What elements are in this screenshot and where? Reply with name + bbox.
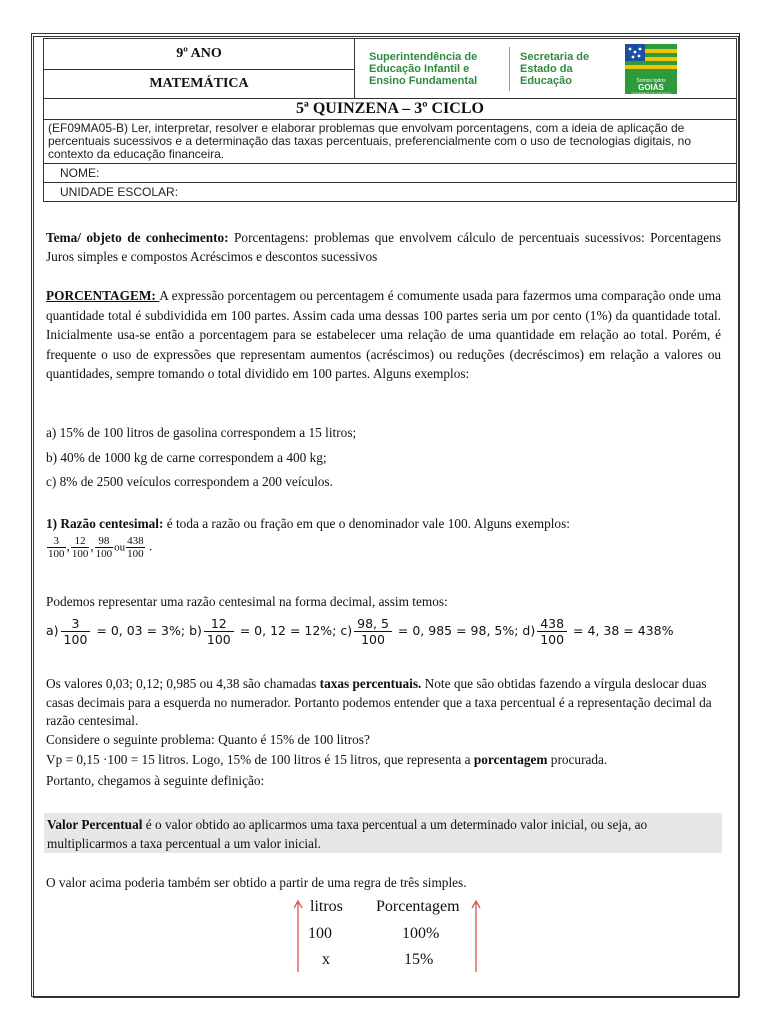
rule-cell: 15% (404, 951, 434, 968)
cycle-title: 5ª QUINZENA – 3º CICLO (44, 99, 737, 120)
logo-divider (509, 47, 510, 91)
fraction: $\frac{438}{100}$ (537, 616, 567, 647)
header-table (43, 38, 737, 202)
fraction: $\frac{98}{100}$ (95, 534, 113, 560)
fraction: $\frac{3}{100}$ (61, 616, 91, 647)
razao-fractions: $\frac{3}{100}$ , $\frac{12}{100}$ , $\frac{98}{100}$ ou $\frac{438}{100}$ . (48, 534, 153, 560)
rule-cell: 100% (402, 925, 440, 942)
razao-label: 1) Razão centesimal: (46, 516, 164, 531)
goias-sub: GOVERNO DO ESTADO (631, 91, 671, 96)
rule-cell: 100 (308, 925, 332, 942)
example-item: c) 8% de 2500 veículos correspondem a 200 veículos. (46, 474, 333, 489)
rule-header-porcentagem: Porcentagem (376, 898, 460, 915)
fraction: $\frac{3}{100}$ (48, 534, 65, 560)
decimal-equations: a) $\frac{3}{100}$ = 0, 03 = 3%; b) $\frac{12}{100}$ = 0, 12 = 12%; c) $\frac{98, 5}{100}$ = 0, 985 = 98, 5%; d) $\frac{438}{100}$ = 4, 38 = 438% (46, 615, 674, 647)
grade-cell: 9º ANO (44, 39, 355, 70)
fraction: $\frac{12}{100}$ (204, 616, 234, 647)
porcentagem-block (46, 286, 721, 384)
rule-intro: O valor acima poderia também ser obtido a partir de uma regra de três simples. (46, 875, 467, 890)
razao-paragraph (46, 514, 721, 534)
logos-cell (355, 39, 737, 99)
taxas-block (46, 675, 721, 790)
definition-intro: Portanto, chegamos à seguinte definição: (46, 772, 265, 788)
goias-tagline: Somos todos (636, 77, 666, 84)
fraction: $\frac{438}{100}$ (127, 534, 144, 560)
logo-superintendencia: Superintendência de Educação Infantil e Ensino Fundamental (369, 50, 478, 87)
porcentagem-text: A expressão porcentagem ou percentagem é comumente usada para fazermos uma comparação onde uma quantidade total é subdividida em 100 partes. Assim cada uma dessas 100 partes seria um por cento (1%) da quantidade total. Inicialmente usa-se então a porcentagem para se estabelecer uma relação de uma quantidade em relação ao total. Porém, é frequente o uso de expressões que representam aumentos (acréscimos) ou reduções (decréscimos) em relação a valores ou quantidades, sempre tomando o total dividido em 100 partes. Alguns exemplos: (46, 288, 722, 381)
porcentagem-paragraph (46, 286, 721, 384)
examples-list (46, 421, 721, 495)
logo-secretaria: Secretaria de Estado da Educação (520, 50, 590, 87)
content (46, 228, 721, 266)
fraction: $\frac{98, 5}{100}$ (354, 616, 392, 647)
fraction: $\frac{12}{100}$ (71, 534, 89, 560)
rule-cell: x (322, 951, 330, 968)
example-item: b) 40% de 1000 kg de carne correspondem a 400 kg; (46, 449, 327, 465)
decimal-intro: Podemos representar uma razão centesimal na forma decimal, assim temos: (46, 594, 448, 609)
problem-question: Considere o seguinte problema: Quanto é 15% de 100 litros? (46, 731, 370, 747)
problem-solution: Vp = 0,15 ·100 = 15 litros. Logo, 15% de 100 litros é 15 litros, que representa a porcentagem procurada. (46, 752, 608, 767)
example-item: a) 15% de 100 litros de gasolina correspondem a 15 litros; (46, 425, 357, 440)
goias-logo (625, 44, 677, 94)
porcentagem-label: PORCENTAGEM: (46, 288, 160, 303)
logos (355, 40, 736, 98)
rule-of-three (294, 898, 484, 978)
goias-name: GOIÁS (638, 82, 664, 92)
definition-text: Valor Percentual é o valor obtido ao aplicarmos uma taxa percentual a um determinado valor inicial, ou seja, ao multiplicarmos a taxa percentual a um valor inicial. (47, 817, 648, 851)
taxas-paragraph: Os valores 0,03; 0,12; 0,985 ou 4,38 são chamadas taxas percentuais. Note que são obtidas fazendo a vírgula deslocar duas casas decimais para a esquerda no numerador. Portanto podemos entender que a taxa percentual é a representação decimal da razão centesimal. (46, 676, 712, 728)
theme-paragraph (46, 228, 721, 266)
theme-label: Tema/ objeto de conhecimento: (46, 230, 229, 245)
theme-text: Porcentagens: problemas que envolvem cálculo de percentuais sucessivos: Porcentagens Juros simples e compostos Acréscimos e descontos sucessivos (46, 230, 721, 265)
definition-box (44, 813, 722, 853)
razao-text: é toda a razão ou fração em que o denominador vale 100. Alguns exemplos: (163, 516, 570, 531)
rule-header-litros: litros (310, 898, 343, 915)
decimal-block (46, 592, 721, 647)
razao-block (46, 514, 721, 560)
skill-description: (EF09MA05-B) Ler, interpretar, resolver e elaborar problemas que envolvam porcentagens, com a ideia de aplicação de percentuais sucessivos e a determinação das taxas percentuais, preferencialmente com o uso de tecnologias digitais, no contexto da educação financeira. (44, 120, 737, 164)
subject-cell: MATEMÁTICA (44, 70, 355, 99)
name-field[interactable]: NOME: (44, 164, 737, 183)
school-field[interactable]: UNIDADE ESCOLAR: (44, 183, 737, 202)
